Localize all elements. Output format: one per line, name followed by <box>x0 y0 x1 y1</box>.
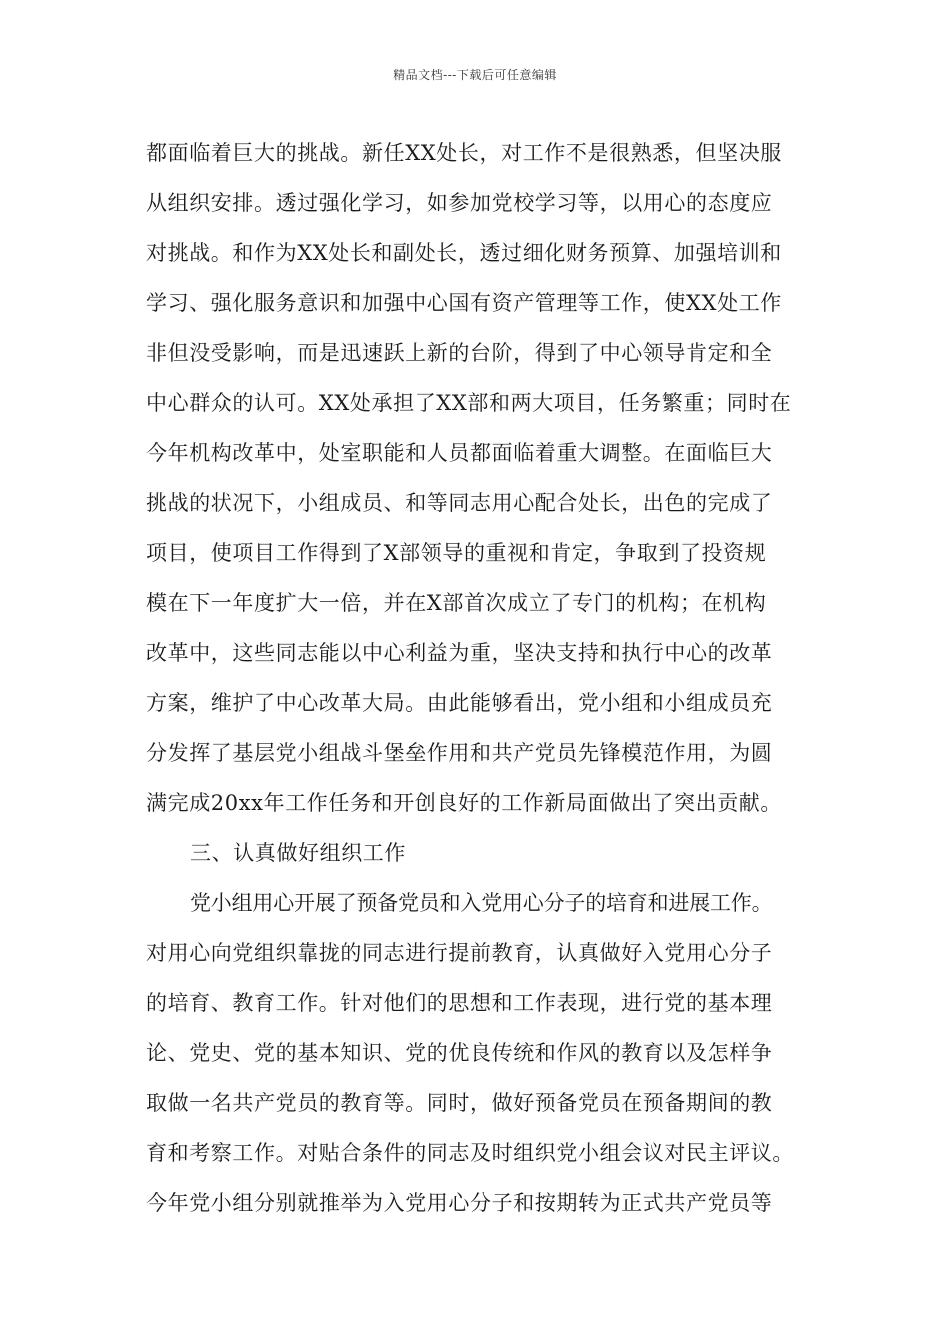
page-header: 精品文档---下载后可任意编辑 <box>393 68 557 82</box>
paragraph-line: 都面临着巨大的挑战。新任XX处长，对工作不是很熟悉，但坚决服 <box>146 141 782 165</box>
section-heading: 三、认真做好组织工作 <box>190 841 406 865</box>
paragraph-line: 非但没受影响，而是迅速跃上新的台阶，得到了中心领导肯定和全 <box>146 341 773 365</box>
paragraph-line: 中心群众的认可。XX处承担了XX部和两大项目，任务繁重；同时在 <box>146 391 792 415</box>
paragraph-line: 论、党史、党的基本知识、党的优良传统和作风的教育以及怎样争 <box>146 1041 773 1065</box>
paragraph-line: 满完成20xx年工作任务和开创良好的工作新局面做出了突出贡献。 <box>146 791 783 815</box>
paragraph-line: 从组织安排。透过强化学习，如参加党校学习等，以用心的态度应 <box>146 191 773 215</box>
paragraph-line: 党小组用心开展了预备党员和入党用心分子的培育和进展工作。 <box>190 891 773 915</box>
paragraph-line: 模在下一年度扩大一倍，并在X部首次成立了专门的机构；在机构 <box>146 591 767 615</box>
paragraph-line: 今年机构改革中，处室职能和人员都面临着重大调整。在面临巨大 <box>146 441 773 465</box>
document-body <box>146 128 826 1228</box>
paragraph-line: 改革中，这些同志能以中心利益为重，坚决支持和执行中心的改革 <box>146 641 773 665</box>
paragraph-line: 对挑战。和作为XX处长和副处长，透过细化财务预算、加强培训和 <box>146 241 782 265</box>
paragraph-line: 对用心向党组织靠拢的同志进行提前教育，认真做好入党用心分子 <box>146 941 773 965</box>
paragraph-line: 项目，使项目工作得到了X部领导的重视和肯定，争取到了投资规 <box>146 541 767 565</box>
paragraph-line: 学习、强化服务意识和加强中心国有资产管理等工作，使XX处工作 <box>146 291 782 315</box>
paragraph-line: 今年党小组分别就推举为入党用心分子和按期转为正式共产党员等 <box>146 1191 773 1215</box>
paragraph-line: 方案，维护了中心改革大局。由此能够看出，党小组和小组成员充 <box>146 691 773 715</box>
paragraph-line: 的培育、教育工作。针对他们的思想和工作表现，进行党的基本理 <box>146 991 773 1015</box>
paragraph-line: 育和考察工作。对贴合条件的同志及时组织党小组会议对民主评议。 <box>146 1141 794 1165</box>
paragraph-line: 挑战的状况下，小组成员、和等同志用心配合处长，出色的完成了 <box>146 491 773 515</box>
paragraph-line: 分发挥了基层党小组战斗堡垒作用和共产党员先锋模范作用，为圆 <box>146 741 773 765</box>
paragraph-line: 取做一名共产党员的教育等。同时，做好预备党员在预备期间的教 <box>146 1091 773 1115</box>
